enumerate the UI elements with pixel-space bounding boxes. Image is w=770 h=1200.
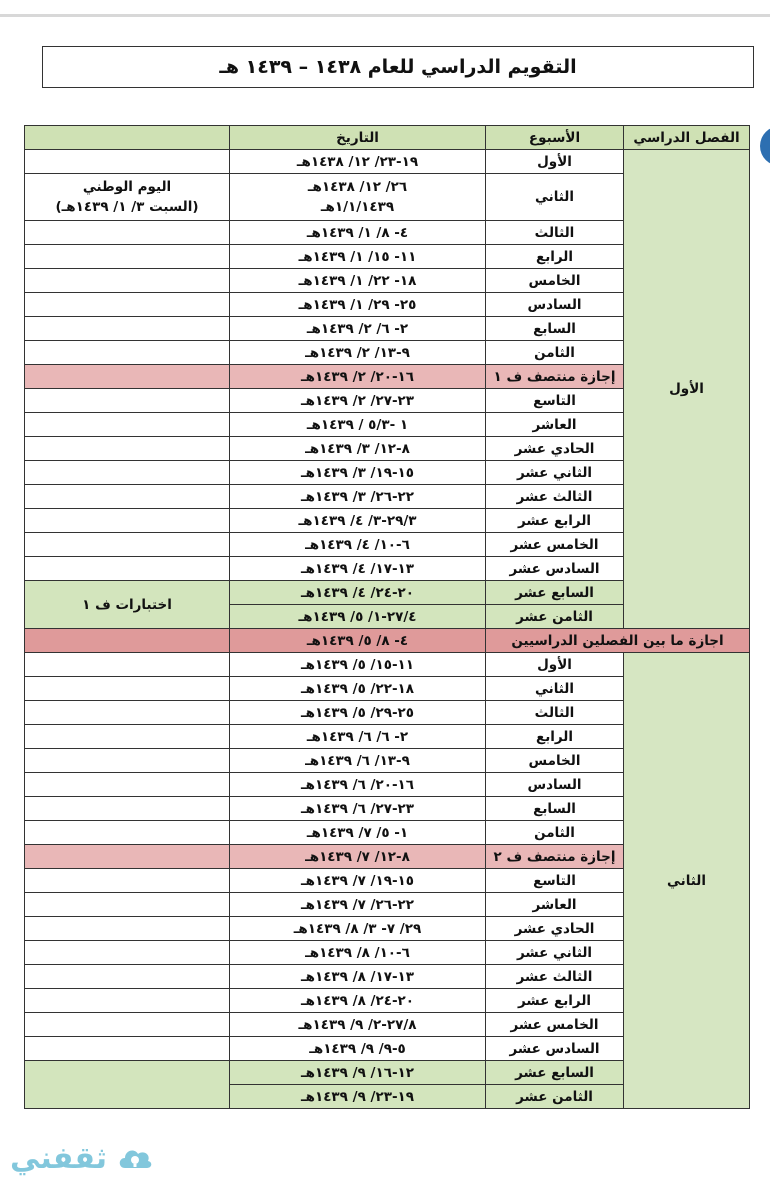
- week-cell: السابع عشر: [486, 581, 624, 605]
- note-cell: [25, 461, 230, 485]
- week-cell: السابع: [486, 317, 624, 341]
- date-cell: ٤- ٨/ ٥/ ١٤٣٩هـ: [230, 629, 486, 653]
- week-cell: الرابع: [486, 245, 624, 269]
- note-cell: [25, 989, 230, 1013]
- week-cell: السادس: [486, 293, 624, 317]
- week-cell: الخامس عشر: [486, 1013, 624, 1037]
- header-semester: الفصل الدراسي: [624, 126, 750, 150]
- semester-second: الثاني: [624, 653, 750, 1109]
- date-cell: ١٣-١٧/ ٨/ ١٤٣٩هـ: [230, 965, 486, 989]
- week-cell: الثاني: [486, 174, 624, 221]
- week-cell: الأول: [486, 653, 624, 677]
- calendar-table: [24, 125, 750, 1109]
- top-divider: [0, 14, 770, 17]
- note-cell: [25, 365, 230, 389]
- date-cell: ٨-١٢/ ٧/ ١٤٣٩هـ: [230, 845, 486, 869]
- header-week: الأسبوع: [486, 126, 624, 150]
- date-cell: ١٦-٢٠/ ٢/ ١٤٣٩هـ: [230, 365, 486, 389]
- week-cell: العاشر: [486, 893, 624, 917]
- date-cell: ٢٣-٢٧/ ٢/ ١٤٣٩هـ: [230, 389, 486, 413]
- week-cell: السادس: [486, 773, 624, 797]
- note-cell: [25, 150, 230, 174]
- date-cell: ١٨-٢٢/ ٥/ ١٤٣٩هـ: [230, 677, 486, 701]
- date-cell: ١٩-٢٣/ ٩/ ١٤٣٩هـ: [230, 1085, 486, 1109]
- date-line: ٢٦/ ١٢/ ١٤٣٨هـ: [307, 179, 408, 195]
- note-cell: [25, 485, 230, 509]
- week-cell: إجازة منتصف ف ١: [486, 365, 624, 389]
- scroll-button[interactable]: [760, 126, 770, 166]
- date-cell: ١٥-١٩/ ٧/ ١٤٣٩هـ: [230, 869, 486, 893]
- week-cell: السابع عشر: [486, 1061, 624, 1085]
- week-cell: الثامن عشر: [486, 605, 624, 629]
- note-cell: [25, 917, 230, 941]
- date-cell: ١- ٥/ ٧/ ١٤٣٩هـ: [230, 821, 486, 845]
- note-cell: [25, 845, 230, 869]
- note-cell: [25, 965, 230, 989]
- note-cell: [25, 557, 230, 581]
- note-cell: [25, 293, 230, 317]
- note-cell: [25, 749, 230, 773]
- week-cell: الحادي عشر: [486, 917, 624, 941]
- note-cell: [25, 1013, 230, 1037]
- week-cell: السادس عشر: [486, 1037, 624, 1061]
- week-cell: الثامن: [486, 821, 624, 845]
- note-cell: [25, 701, 230, 725]
- week-cell: الثالث: [486, 701, 624, 725]
- note-cell: [25, 869, 230, 893]
- note-cell: [25, 941, 230, 965]
- note-cell: [25, 509, 230, 533]
- date-cell: ٨-١٢/ ٣/ ١٤٣٩هـ: [230, 437, 486, 461]
- week-cell: الرابع عشر: [486, 509, 624, 533]
- date-cell: ٩-١٣/ ٦/ ١٤٣٩هـ: [230, 749, 486, 773]
- note-title: اليوم الوطني: [82, 179, 172, 195]
- week-cell: السابع: [486, 797, 624, 821]
- week-cell: الثامن عشر: [486, 1085, 624, 1109]
- date-cell: ٢٠-٢٤/ ٤/ ١٤٣٩هـ: [230, 581, 486, 605]
- week-cell: التاسع: [486, 389, 624, 413]
- date-cell: ٢٩/ ٧- ٣/ ٨/ ١٤٣٩هـ: [230, 917, 486, 941]
- week-cell: إجازة منتصف ف ٢: [486, 845, 624, 869]
- date-cell: ٢٥- ٢٩/ ١/ ١٤٣٩هـ: [230, 293, 486, 317]
- date-cell: ١١- ١٥/ ١/ ١٤٣٩هـ: [230, 245, 486, 269]
- week-cell: الرابع عشر: [486, 989, 624, 1013]
- date-cell: ٩-١٣/ ٢/ ١٤٣٩هـ: [230, 341, 486, 365]
- week-cell: الثاني عشر: [486, 941, 624, 965]
- week-cell: الثالث عشر: [486, 965, 624, 989]
- week-cell: الأول: [486, 150, 624, 174]
- week-cell: الثاني عشر: [486, 461, 624, 485]
- date-cell: ١٣-١٧/ ٤/ ١٤٣٩هـ: [230, 557, 486, 581]
- week-cell: السادس عشر: [486, 557, 624, 581]
- date-cell: [230, 174, 486, 221]
- week-cell: الخامس: [486, 749, 624, 773]
- note-cell: [25, 341, 230, 365]
- header-notes: [25, 126, 230, 150]
- note-cell: [25, 653, 230, 677]
- note-cell: [25, 221, 230, 245]
- week-cell: الخامس عشر: [486, 533, 624, 557]
- watermark: [10, 1128, 190, 1188]
- week-cell: التاسع: [486, 869, 624, 893]
- note-cell: [25, 629, 230, 653]
- note-cell: [25, 269, 230, 293]
- break-label: اجازة ما بين الفصلين الدراسيين: [486, 629, 750, 653]
- week-cell: الثاني: [486, 677, 624, 701]
- week-cell: الثامن: [486, 341, 624, 365]
- note-cell: [25, 1037, 230, 1061]
- week-cell: العاشر: [486, 413, 624, 437]
- date-cell: ٤- ٨/ ١/ ١٤٣٩هـ: [230, 221, 486, 245]
- note-cell: [25, 677, 230, 701]
- date-cell: ٢٧/٤-١/ ٥/ ١٤٣٩هـ: [230, 605, 486, 629]
- date-cell: ١٦-٢٠/ ٦/ ١٤٣٩هـ: [230, 773, 486, 797]
- exams-note: اختبارات ف ١: [25, 581, 230, 629]
- note-cell: [25, 413, 230, 437]
- note-cell: [25, 821, 230, 845]
- week-cell: الخامس: [486, 269, 624, 293]
- date-cell: ٢- ٦/ ٦/ ١٤٣٩هـ: [230, 725, 486, 749]
- lightbulb-cloud-icon: [115, 1138, 155, 1178]
- note-cell: [25, 773, 230, 797]
- date-cell: ٢٢-٢٦/ ٣/ ١٤٣٩هـ: [230, 485, 486, 509]
- page-title: التقويم الدراسي للعام ١٤٣٨ – ١٤٣٩ هـ: [42, 46, 754, 88]
- week-cell: الثالث: [486, 221, 624, 245]
- between-semesters-break-row: [25, 629, 750, 653]
- national-day-note: [25, 174, 230, 221]
- date-cell: ٢٢-٢٦/ ٧/ ١٤٣٩هـ: [230, 893, 486, 917]
- note-date: (السبت ٣/ ١/ ١٤٣٩هـ): [55, 199, 199, 215]
- semester-first: الأول: [624, 150, 750, 629]
- table-row: [25, 150, 750, 174]
- note-cell: [25, 893, 230, 917]
- header-date: التاريخ: [230, 126, 486, 150]
- date-cell: ١٨- ٢٢/ ١/ ١٤٣٩هـ: [230, 269, 486, 293]
- date-cell: ٢٧/٨-٢/ ٩/ ١٤٣٩هـ: [230, 1013, 486, 1037]
- week-cell: الحادي عشر: [486, 437, 624, 461]
- week-cell: الرابع: [486, 725, 624, 749]
- date-cell: ١٥-١٩/ ٣/ ١٤٣٩هـ: [230, 461, 486, 485]
- date-cell: ١٢-١٦/ ٩/ ١٤٣٩هـ: [230, 1061, 486, 1085]
- date-cell: ١١-١٥/ ٥/ ١٤٣٩هـ: [230, 653, 486, 677]
- date-cell: ٥-٩/ ٩/ ١٤٣٩هـ: [230, 1037, 486, 1061]
- date-cell: ٦-١٠/ ٤/ ١٤٣٩هـ: [230, 533, 486, 557]
- note-cell: [25, 389, 230, 413]
- date-cell: ٢٣-٢٧/ ٦/ ١٤٣٩هـ: [230, 797, 486, 821]
- date-cell: ١ -٥/٣ / ١٤٣٩هـ: [230, 413, 486, 437]
- date-cell: ٦-١٠/ ٨/ ١٤٣٩هـ: [230, 941, 486, 965]
- watermark-text: ثقفني: [10, 1140, 108, 1176]
- week-cell: الثالث عشر: [486, 485, 624, 509]
- note-cell: [25, 245, 230, 269]
- note-cell: [25, 317, 230, 341]
- date-cell: ٢- ٦/ ٢/ ١٤٣٩هـ: [230, 317, 486, 341]
- date-cell: ٢٠-٢٤/ ٨/ ١٤٣٩هـ: [230, 989, 486, 1013]
- table-row: [25, 653, 750, 677]
- date-line: ١/١/١٤٣٩هـ: [320, 199, 395, 215]
- exams-note-term2: [25, 1061, 230, 1109]
- note-cell: [25, 533, 230, 557]
- note-cell: [25, 797, 230, 821]
- date-cell: ١٩-٢٣/ ١٢/ ١٤٣٨هـ: [230, 150, 486, 174]
- date-cell: ٢٥-٢٩/ ٥/ ١٤٣٩هـ: [230, 701, 486, 725]
- date-cell: ٢٩/٣-٣/ ٤/ ١٤٣٩هـ: [230, 509, 486, 533]
- note-cell: [25, 725, 230, 749]
- note-cell: [25, 437, 230, 461]
